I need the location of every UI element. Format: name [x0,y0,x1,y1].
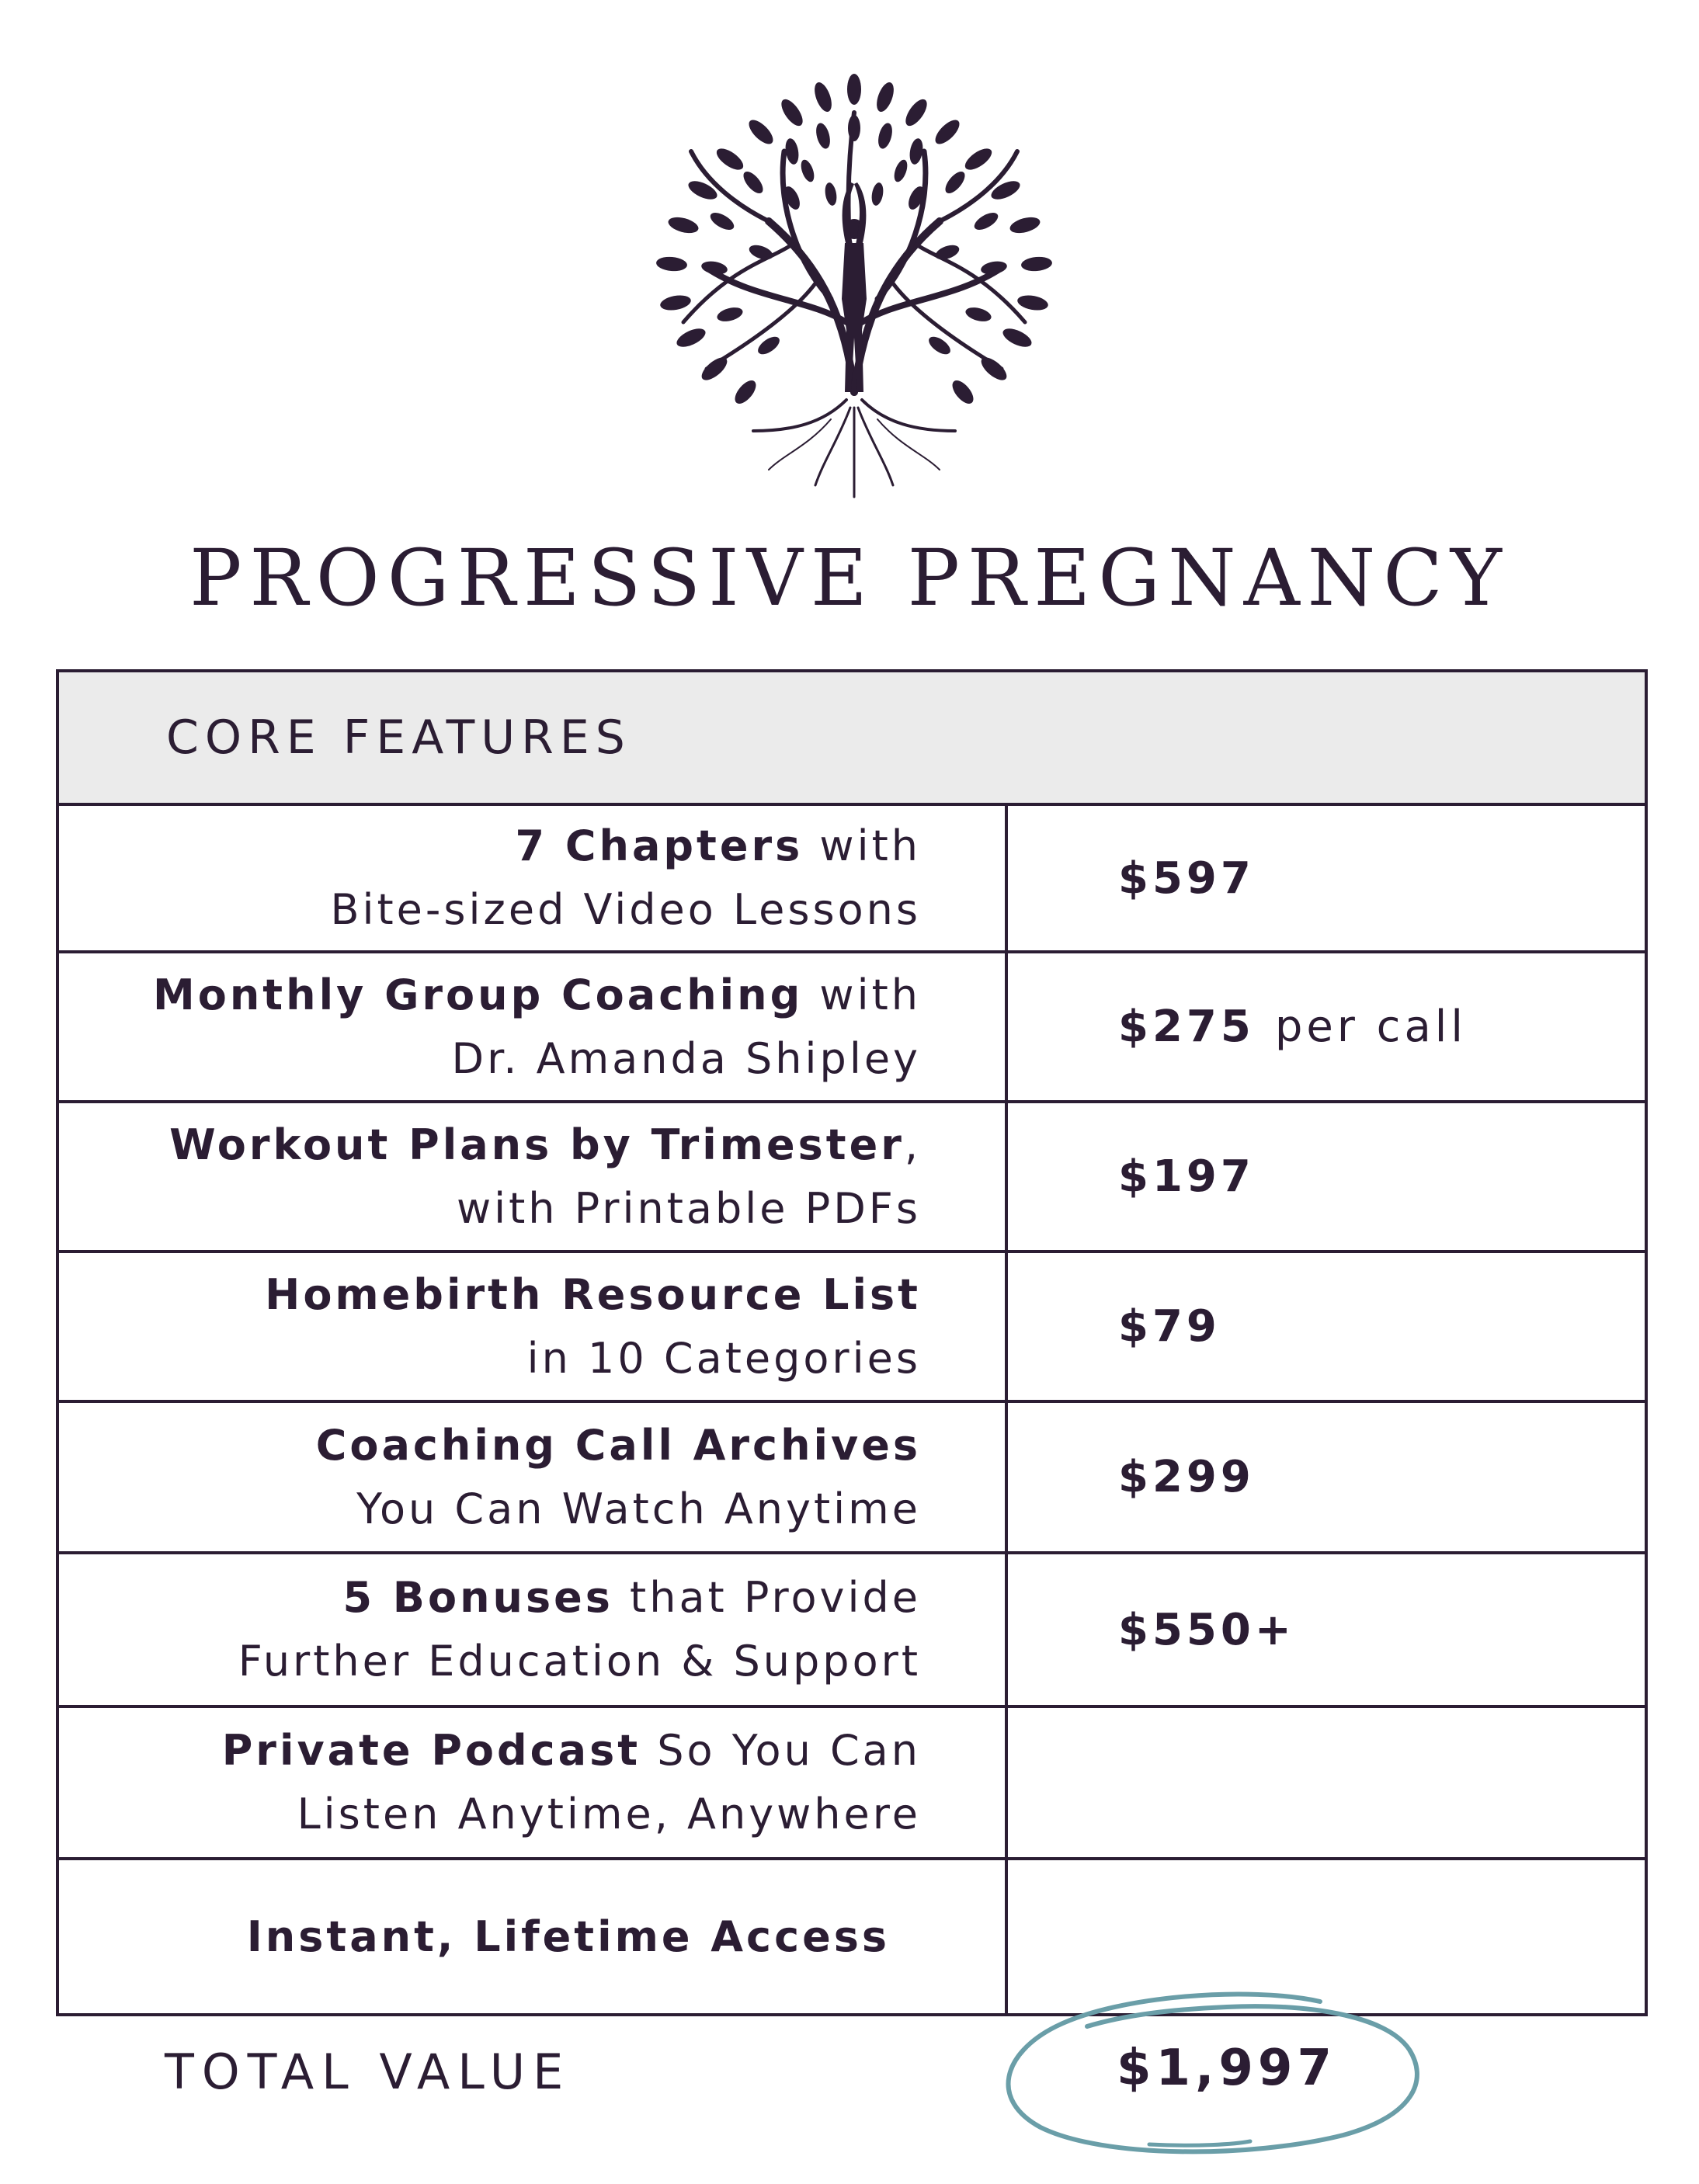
tree-of-life-logo-icon [637,66,1072,501]
price-suffix: per call [1274,1002,1467,1052]
feature-title: Instant, Lifetime Access [246,1911,890,1961]
feature-subtitle: You Can Watch Anytime [356,1484,921,1533]
price-cell [1008,1103,1645,1250]
feature-title: Coaching Call Archives [315,1420,921,1470]
feature-cell [59,1253,1008,1400]
total-value-amount: $1,997 [1117,2040,1336,2097]
table-row [59,1708,1645,1860]
price-cell [1008,953,1645,1100]
price-cell [1008,1253,1645,1400]
feature-text: that Provide [613,1573,921,1622]
feature-title: Private Podcast [221,1726,641,1775]
feature-title: 7 Chapters [515,821,804,870]
feature-cell [59,1554,1008,1705]
price-value: $299 [1118,1452,1255,1502]
table-row [59,1253,1645,1403]
price-cell [1008,1403,1645,1551]
features-table [56,669,1648,2016]
total-value-label: TOTAL VALUE [165,2043,572,2100]
feature-subtitle: Bite-sized Video Lessons [330,885,921,934]
price-value: $197 [1118,1151,1255,1202]
feature-subtitle: Further Education & Support [238,1637,921,1686]
price-value: $550+ [1118,1604,1295,1655]
hand-drawn-circle-icon [994,1972,1429,2158]
feature-subtitle: with Printable PDFs [456,1183,921,1233]
feature-title: Workout Plans by Trimester [169,1120,905,1169]
table-row [59,1554,1645,1708]
feature-cell [59,953,1008,1100]
feature-text: , [904,1120,921,1169]
table-header [59,672,1645,806]
price-cell [1008,1554,1645,1705]
price-value: $597 [1118,852,1255,904]
feature-text: So You Can [641,1726,921,1775]
price-value: $275 [1118,1002,1255,1052]
feature-title: 5 Bonuses [342,1573,613,1622]
table-header-label: CORE FEATURES [166,710,631,765]
price-cell [1008,1708,1645,1857]
feature-cell [59,1403,1008,1551]
feature-title: Monthly Group Coaching [153,970,804,1019]
price-cell [1008,806,1645,950]
feature-title: Homebirth Resource List [265,1269,921,1319]
page-title: PROGRESSIVE PREGNANCY [189,533,1510,623]
feature-cell [59,1860,1008,2013]
table-row [59,1403,1645,1554]
feature-cell [59,1708,1008,1857]
feature-subtitle: in 10 Categories [526,1333,921,1383]
feature-subtitle: Dr. Amanda Shipley [451,1033,921,1083]
table-row [59,953,1645,1103]
table-row [59,806,1645,953]
table-row [59,1103,1645,1253]
feature-cell [59,1103,1008,1250]
feature-text: with [803,821,921,870]
feature-text: with [803,970,921,1019]
price-value: $79 [1118,1301,1221,1352]
feature-subtitle: Listen Anytime, Anywhere [297,1790,921,1839]
feature-cell [59,806,1008,950]
